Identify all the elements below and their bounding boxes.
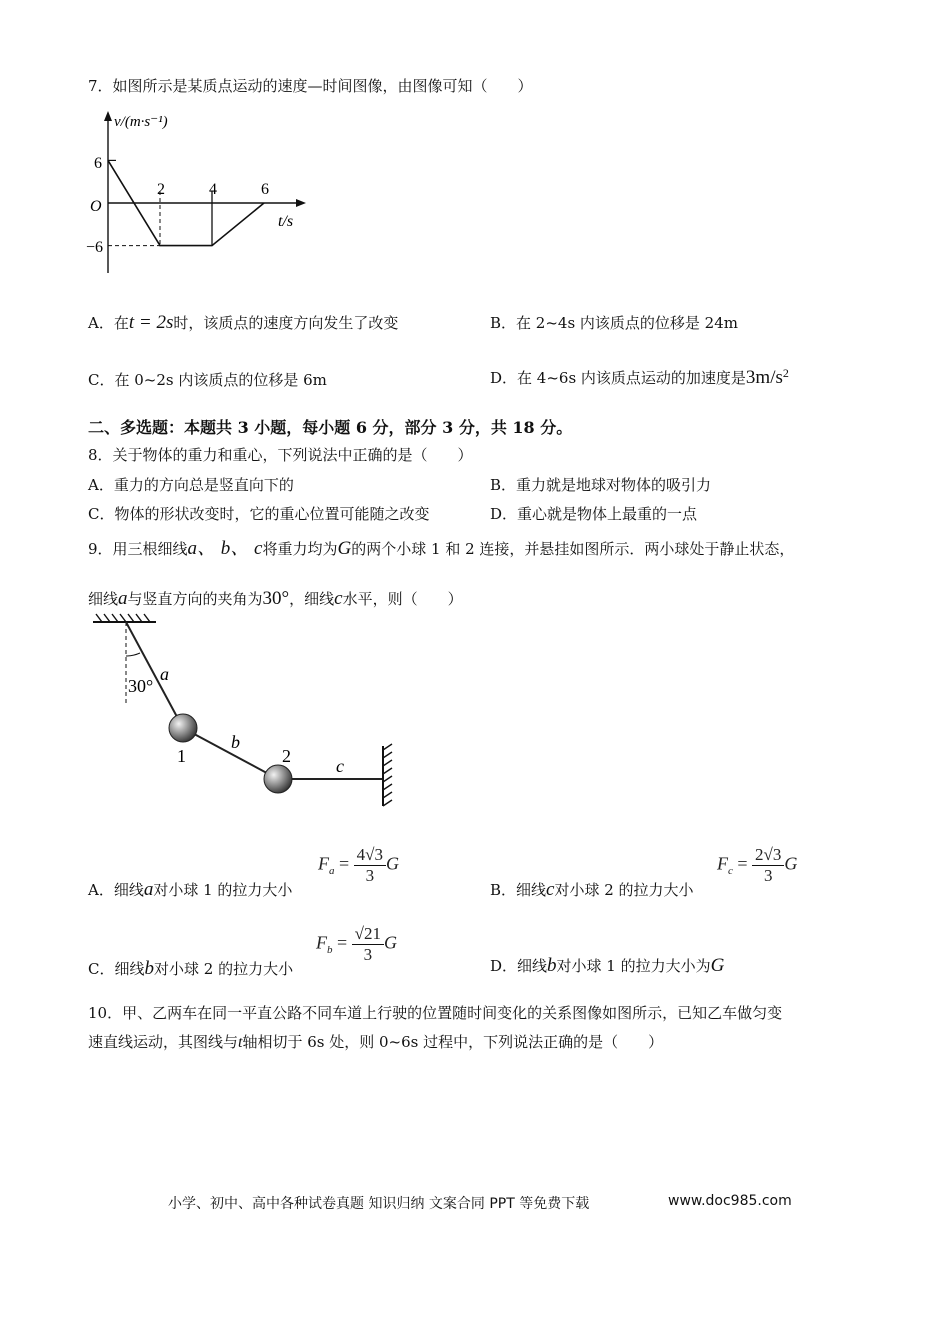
q9-stem2-a: a: [118, 588, 128, 609]
angle-label: 30°: [128, 676, 154, 696]
q9-stem-text2: 将重力均为: [262, 540, 338, 558]
formula-F: F: [316, 932, 327, 953]
formula-sub: c: [728, 865, 733, 878]
q9-optD-var: b: [547, 955, 557, 976]
x-axis-arrow: [296, 199, 306, 207]
line-b-label: b: [231, 732, 240, 752]
ball-2-label: 2: [282, 746, 291, 766]
y-axis-label: v/(m·s⁻¹): [114, 114, 168, 130]
q9-optB-text1: B．细线: [490, 881, 547, 899]
q7-option-b: B．在 2~4s 内该质点的位移是 24m: [490, 314, 738, 332]
fraction-numerator: 2√3: [752, 845, 784, 866]
q10-text2: 轴相切于 6s 处，则 0~6s 过程中，下列说法正确的是（ ）: [242, 1033, 664, 1051]
x-axis-label: t/s: [278, 213, 294, 230]
q9-stem2-text3: ，细线: [289, 590, 335, 608]
q7-optD-math: 3m/s: [745, 367, 783, 388]
q9-optC-text2: 对小球 2 的拉力大小: [153, 960, 294, 978]
q8-stem: 8．关于物体的重力和重心，下列说法中正确的是（ ）: [88, 446, 473, 464]
q9-optA-text1: A．细线: [88, 881, 144, 899]
formula-fraction: [354, 845, 386, 886]
y-tick-neg6: −6: [86, 239, 104, 256]
q9-optA-text2: 对小球 1 的拉力大小: [153, 881, 293, 899]
formula-G: G: [384, 932, 397, 953]
section-heading: 二、多选题：本题共 3 小题，每小题 6 分，部分 3 分，共 18 分。: [88, 418, 573, 437]
q7-optD-prefix: D．在 4~6s 内该质点运动的加速度是: [490, 369, 746, 387]
q7-optA-prefix: A．在: [88, 314, 129, 332]
q10-text1: 速直线运动，其图线与: [88, 1033, 239, 1051]
formula-F: F: [318, 853, 329, 874]
ball-1: [169, 714, 197, 742]
q9-optD-G: G: [710, 955, 725, 976]
formula-eq: =: [337, 932, 348, 953]
line-a: [126, 622, 183, 728]
q9-stem2-text1: 细线: [88, 590, 119, 608]
x-tick-6: 6: [261, 181, 269, 198]
origin-label: O: [90, 198, 102, 215]
line-a-label: a: [160, 664, 169, 684]
q9-option-b-text: [490, 879, 694, 901]
q9-suspension-figure: [88, 612, 408, 812]
q9-stem2-angle: 30°: [262, 588, 290, 609]
q9-option-c-text: [88, 958, 293, 980]
q9-optC-var: b: [144, 958, 154, 979]
q8-option-c: C．物体的形状改变时，它的重心位置可能随之改变: [88, 505, 430, 523]
q7-stem: 7．如图所示是某质点运动的速度—时间图像，由图像可知（ ）: [88, 77, 533, 95]
formula-sub: b: [327, 944, 333, 957]
q9-optB-var: c: [546, 879, 555, 900]
footer-text: 小学、初中、高中各种试卷真题 知识归纳 文案合同 PPT 等免费下载: [168, 1196, 590, 1212]
line-c-label: c: [336, 756, 344, 776]
q9-stem-vars: a、 b、 c: [187, 538, 263, 559]
formula-eq: =: [339, 853, 350, 874]
q9-stem-G: G: [337, 538, 352, 559]
q9-option-b-formula: [717, 845, 797, 886]
q9-optD-text2: 对小球 1 的拉力大小为: [556, 957, 711, 975]
q7-optA-math: t = 2s: [128, 312, 174, 333]
q7-option-d: [490, 366, 789, 389]
q9-stem-text3: 的两个小球 1 和 2 连接，并悬挂如图所示．两小球处于静止状态，: [351, 540, 795, 558]
formula-eq: =: [737, 853, 748, 874]
q10-stem-line2: [88, 1031, 663, 1052]
ball-2: [264, 765, 292, 793]
q9-stem-text1: 9．用三根细线: [88, 540, 188, 558]
q9-option-c-formula: [316, 924, 397, 965]
q9-option-d: [490, 955, 724, 977]
x-tick-4: 4: [209, 181, 217, 198]
q7-optD-sup: 2: [782, 366, 789, 380]
ball-1-label: 1: [177, 746, 186, 766]
fraction-denominator: 3: [365, 866, 375, 885]
angle-arc: [126, 653, 140, 656]
q9-optB-text2: 对小球 2 的拉力大小: [554, 881, 694, 899]
footer-url[interactable]: www.doc985.com: [668, 1193, 792, 1209]
formula-F: F: [717, 853, 728, 874]
fraction-denominator: 3: [763, 866, 773, 885]
formula-G: G: [386, 853, 399, 874]
q7-optA-suffix: 时，该质点的速度方向发生了改变: [173, 314, 399, 332]
q9-option-a-formula: [318, 845, 399, 886]
q9-optA-var: a: [143, 879, 154, 900]
q9-optC-text1: C．细线: [88, 960, 145, 978]
y-axis-arrow: [104, 111, 112, 121]
ceiling-hatch: [93, 614, 156, 622]
x-tick-2: 2: [157, 181, 165, 198]
q9-stem2-text2: 与竖直方向的夹角为: [127, 590, 263, 608]
y-tick-6: 6: [94, 155, 102, 172]
fraction-denominator: 3: [363, 945, 373, 964]
q9-stem2-c: c: [334, 588, 343, 609]
q10-stem-line1: 10．甲、乙两车在同一平直公路不同车道上行驶的位置随时间变化的关系图像如图所示，已知乙车做匀变: [88, 1004, 783, 1022]
q8-option-d: D．重心就是物体上最重的一点: [490, 505, 698, 523]
q9-stem2-text4: 水平，则（ ）: [342, 590, 463, 608]
q8-option-a: A．重力的方向总是竖直向下的: [88, 476, 294, 494]
q7-option-a: [88, 312, 398, 334]
q7-option-c: C．在 0~2s 内该质点的位移是 6m: [88, 371, 327, 389]
q8-option-b: B．重力就是地球对物体的吸引力: [490, 476, 712, 494]
fraction-numerator: √21: [352, 924, 384, 945]
q9-option-a-text: [88, 879, 292, 901]
q9-stem-line1: [88, 533, 794, 560]
q7-vt-graph: [80, 108, 320, 278]
formula-G: G: [784, 853, 798, 874]
formula-sub: a: [329, 865, 335, 878]
formula-fraction: [752, 845, 784, 886]
formula-fraction: [352, 924, 384, 965]
q9-stem-line2: [88, 588, 463, 610]
q9-optD-text1: D．细线: [490, 957, 548, 975]
fraction-numerator: 4√3: [354, 845, 386, 866]
wall-hatch: [383, 744, 392, 806]
q10-t: t: [238, 1034, 243, 1051]
